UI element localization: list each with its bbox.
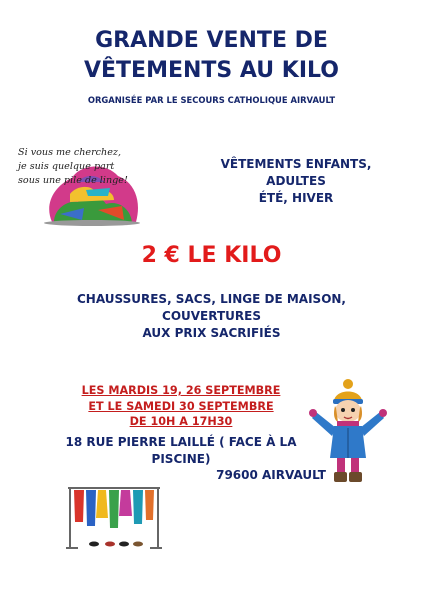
address-line2: PISCINE) [151, 451, 211, 466]
clothes-rack-illustration [64, 482, 164, 554]
address-line3: 79600 AIRVAULT [216, 468, 326, 482]
address-block [36, 434, 326, 484]
clothes-rack [64, 482, 164, 554]
clothing-line1: VÊTEMENTS ENFANTS, [220, 157, 372, 171]
dates-block [36, 383, 326, 430]
child-in-winter-coat [306, 378, 388, 486]
dates-line2: ET LE SAMEDI 30 SEPTEMBRE [88, 399, 274, 413]
laundry-pile-cartoon [14, 134, 174, 226]
dates-line1: LES MARDIS 19, 26 SEPTEMBRE [81, 384, 281, 397]
clothing-line3: ÉTÉ, HIVER [258, 191, 334, 205]
address-line1: 18 RUE PIERRE LAILLÉ ( FACE À LA [65, 435, 297, 449]
clothing-block [186, 156, 406, 207]
items-line2: COUVERTURES [162, 309, 261, 323]
dates-line3: DE 10H A 17H30 [129, 415, 233, 428]
items-block [0, 291, 423, 342]
poster-title-line2: VÊTEMENTS AU KILO [84, 58, 339, 83]
cartoon-handwritten-text [18, 146, 128, 188]
cartoon-text-line1: Si vous me cherchez, [18, 147, 122, 158]
price-headline: 2 € LE KILO [141, 243, 282, 268]
cartoon-text-line2: je suis quelque part [18, 161, 115, 172]
items-line3: AUX PRIX SACRIFIÉS [142, 326, 281, 340]
child-illustration [306, 378, 388, 486]
items-line1: CHAUSSURES, SACS, LINGE DE MAISON, [76, 292, 346, 306]
cartoon-text-line3: sous une pile de linge! [18, 175, 128, 186]
poster-title-line1: GRANDE VENTE DE [95, 28, 328, 53]
clothing-line2: ADULTES [266, 174, 326, 188]
poster-subtitle: ORGANISÉE PAR LE SECOURS CATHOLIQUE AIRVAULT [87, 95, 336, 105]
